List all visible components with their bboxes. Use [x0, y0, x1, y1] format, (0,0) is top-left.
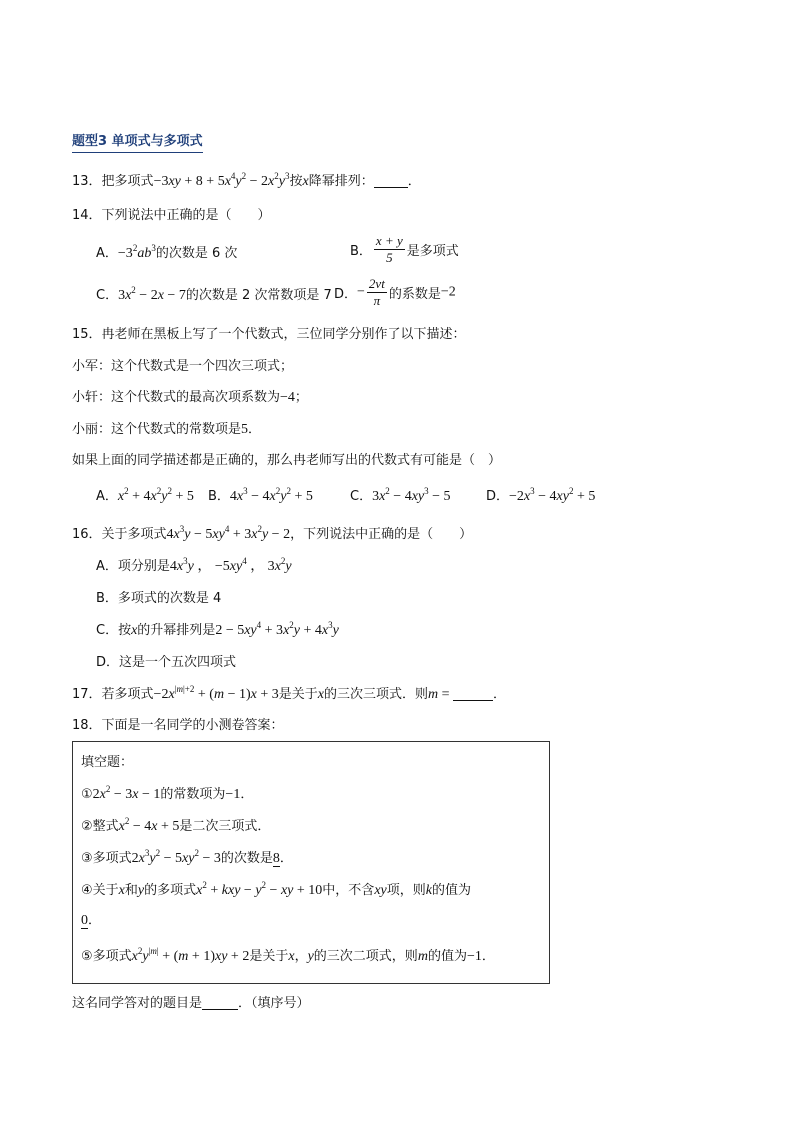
- answer-blank[interactable]: [374, 173, 408, 188]
- q15-option-c[interactable]: C．$3x^2 - 4xy^3 - 5$: [350, 486, 451, 504]
- box-item-3: ③多项式$2x^3y^2 - 5xy^2 - 3$的次数是8．: [81, 848, 293, 866]
- box-item-1: $①2x^2 - 3x - 1$的常数项为−1．: [81, 784, 254, 802]
- q16-option-a[interactable]: A．项分别是$4x^3y$ ， $-5xy^4$ ， $3x^2y$: [96, 556, 292, 574]
- q14-option-a[interactable]: A．$-3^2ab^3$的次数是 6 次: [96, 243, 238, 261]
- box-item-4: ④关于x和y的多项式$x^2$ + kxy − $y^2$ − xy + 10中，不含xy项，则k的值为: [81, 880, 471, 898]
- question-15-stem: 15．冉老师在黑板上写了一个代数式，三位同学分别作了以下描述：: [72, 327, 466, 342]
- box-item-4-answer: 0．: [81, 913, 102, 928]
- q15-option-a[interactable]: A．$x^2 + 4x^2y^2 + 5$: [96, 486, 194, 504]
- q15-desc-2: 小轩：这个代数式的最高次项系数为−4；: [72, 390, 308, 405]
- q14-option-d[interactable]: D．− $\frac{2vt}{\pi}$ 的系数是−2: [334, 276, 456, 308]
- question-13: 13．把多项式$-3xy + 8 + 5x^4y^2 - 2x^2y^3$按x降幂排列： ．: [72, 171, 421, 189]
- box-item-2: ②整式$x^2 - 4x + 5$是二次三项式．: [81, 816, 271, 834]
- answer-blank[interactable]: [202, 995, 238, 1010]
- box-title: 填空题：: [81, 755, 134, 770]
- q15-desc-3: 小丽：这个代数式的常数项是5．: [72, 422, 262, 437]
- answer-sheet-box: [72, 741, 550, 984]
- answer-blank[interactable]: [453, 686, 493, 701]
- q15-question: 如果上面的同学描述都是正确的，那么冉老师写出的代数式有可能是（ ）: [72, 453, 502, 468]
- section-heading: 题型3 单项式与多项式: [72, 133, 203, 153]
- question-18-stem: 18．下面是一名同学的小测卷答案：: [72, 718, 284, 733]
- q15-option-d[interactable]: D．$-2x^3 - 4xy^2 + 5$: [486, 486, 596, 504]
- question-17: 17．若多项式$-2x^{|m|+2} + (m - 1)x + 3$是关于x的三次三项式．则m = ．: [72, 684, 507, 702]
- q14-option-b[interactable]: B． $\frac{x + y}{5}$ 是多项式: [350, 233, 459, 265]
- question-18-prompt: 这名同学答对的题目是 ．（填序号）: [72, 996, 310, 1011]
- q16-option-b[interactable]: B．多项式的次数是 4: [96, 591, 222, 606]
- q14-option-c[interactable]: C．$3x^2 - 2x - 7$的次数是 2 次常数项是 7: [96, 285, 332, 303]
- q15-option-b[interactable]: B．$4x^3 - 4x^2y^2 + 5$: [208, 486, 313, 504]
- question-14-stem: 14．下列说法中正确的是（ ）: [72, 208, 271, 223]
- q16-option-d[interactable]: D．这是一个五次四项式: [96, 655, 237, 670]
- question-16-stem: 16．关于多项式$4x^3y - 5xy^4 + 3x^2y - 2$，下列说法中正确的是（ ）: [72, 524, 473, 542]
- q16-option-c[interactable]: C．按x的升幂排列是$2 - 5xy^4 + 3x^2y + 4x^3y$: [96, 620, 339, 638]
- box-item-5: ⑤多项式$x^2y^{|m|} + (m + 1)xy + 2$是关于x，y的三次二项式，则m的值为−1．: [81, 946, 495, 964]
- q15-desc-1: 小军：这个代数式是一个四次三项式；: [72, 359, 294, 374]
